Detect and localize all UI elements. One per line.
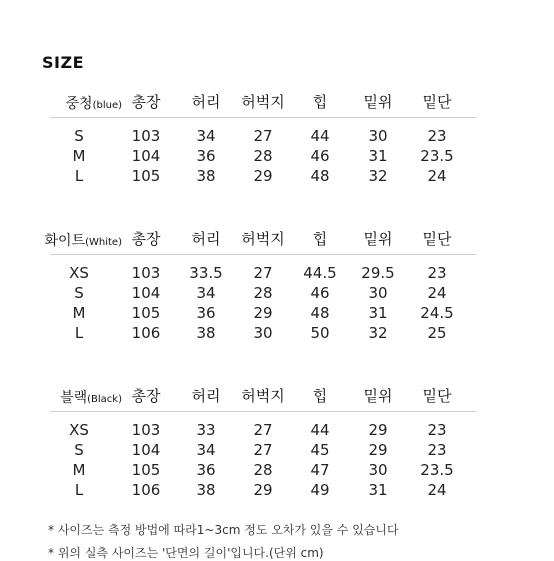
table-row	[0, 421, 554, 441]
color-name: 블랙	[60, 390, 88, 406]
color-name-en: (Black)	[87, 394, 122, 405]
color-label	[45, 230, 122, 250]
column-header: 총장	[131, 387, 161, 405]
column-header: 밑단	[422, 230, 452, 248]
table-cell: 38	[196, 167, 216, 185]
table-header	[0, 383, 554, 407]
table-row	[0, 481, 554, 501]
table-cell: 23.5	[420, 147, 454, 165]
table-cell: 27	[253, 421, 273, 439]
column-header: 밑위	[363, 93, 393, 111]
color-name: 화이트	[44, 233, 86, 249]
size-label: M	[72, 147, 86, 165]
color-label	[66, 93, 122, 113]
table-row	[0, 127, 554, 147]
table-cell: 106	[131, 324, 161, 342]
size-title: SIZE	[42, 53, 85, 72]
header-divider	[50, 411, 476, 412]
header-divider	[50, 117, 476, 118]
table-cell: 31	[368, 304, 388, 322]
table-cell: 45	[310, 441, 330, 459]
table-cell: 23	[427, 441, 447, 459]
color-name-en: (blue)	[92, 100, 122, 111]
table-cell: 25	[427, 324, 447, 342]
table-cell: 33	[196, 421, 216, 439]
table-cell: 24	[427, 481, 447, 499]
table-cell: 31	[368, 147, 388, 165]
table-cell: 28	[253, 461, 273, 479]
column-header: 힙	[312, 387, 328, 405]
size-label: XS	[69, 421, 89, 439]
table-cell: 29	[253, 167, 273, 185]
size-label: M	[72, 304, 86, 322]
table-cell: 34	[196, 127, 216, 145]
table-cell: 105	[131, 167, 161, 185]
table-cell: 106	[131, 481, 161, 499]
column-header: 허리	[191, 93, 221, 111]
table-cell: 36	[196, 304, 216, 322]
column-header: 밑위	[363, 387, 393, 405]
column-header: 허리	[191, 230, 221, 248]
table-cell: 46	[310, 284, 330, 302]
note-text: * 사이즈는 측정 방법에 따라1~3cm 정도 오차가 있을 수 있습니다	[48, 523, 399, 537]
table-cell: 38	[196, 481, 216, 499]
table-cell: 33.5	[189, 264, 223, 282]
column-header: 밑단	[422, 387, 452, 405]
table-header	[0, 226, 554, 250]
table-cell: 105	[131, 304, 161, 322]
column-header: 밑단	[422, 93, 452, 111]
table-cell: 29	[368, 421, 388, 439]
table-cell: 48	[310, 304, 330, 322]
size-label: XS	[69, 264, 89, 282]
size-label: L	[74, 324, 84, 342]
table-cell: 24	[427, 284, 447, 302]
table-cell: 104	[131, 441, 161, 459]
table-cell: 31	[368, 481, 388, 499]
color-label	[60, 387, 122, 407]
column-header: 총장	[131, 230, 161, 248]
table-cell: 28	[253, 147, 273, 165]
table-cell: 27	[253, 264, 273, 282]
table-cell: 29.5	[361, 264, 395, 282]
table-cell: 23	[427, 127, 447, 145]
table-cell: 23	[427, 421, 447, 439]
table-cell: 50	[310, 324, 330, 342]
table-cell: 30	[368, 284, 388, 302]
table-cell: 103	[131, 264, 161, 282]
table-cell: 103	[131, 127, 161, 145]
table-row	[0, 264, 554, 284]
table-cell: 32	[368, 167, 388, 185]
size-label: S	[74, 284, 84, 302]
table-row	[0, 147, 554, 167]
table-row	[0, 304, 554, 324]
table-cell: 24	[427, 167, 447, 185]
size-label: L	[74, 481, 84, 499]
color-name: 중청	[65, 96, 93, 112]
size-label: S	[74, 127, 84, 145]
table-cell: 36	[196, 461, 216, 479]
table-cell: 47	[310, 461, 330, 479]
table-cell: 29	[368, 441, 388, 459]
size-label: L	[74, 167, 84, 185]
table-row	[0, 284, 554, 304]
size-label: M	[72, 461, 86, 479]
column-header: 허벅지	[241, 93, 285, 111]
column-header: 밑위	[363, 230, 393, 248]
table-header	[0, 89, 554, 113]
table-cell: 23.5	[420, 461, 454, 479]
header-divider	[50, 254, 476, 255]
table-cell: 29	[253, 304, 273, 322]
table-cell: 104	[131, 147, 161, 165]
table-cell: 104	[131, 284, 161, 302]
table-cell: 34	[196, 441, 216, 459]
size-label: S	[74, 441, 84, 459]
table-cell: 28	[253, 284, 273, 302]
table-cell: 38	[196, 324, 216, 342]
column-header: 허벅지	[241, 230, 285, 248]
column-header: 힙	[312, 93, 328, 111]
table-cell: 23	[427, 264, 447, 282]
table-cell: 32	[368, 324, 388, 342]
table-cell: 49	[310, 481, 330, 499]
table-row	[0, 441, 554, 461]
table-cell: 27	[253, 127, 273, 145]
table-cell: 30	[368, 461, 388, 479]
table-cell: 44.5	[303, 264, 337, 282]
table-row	[0, 167, 554, 187]
table-cell: 105	[131, 461, 161, 479]
table-cell: 29	[253, 481, 273, 499]
column-header: 허리	[191, 387, 221, 405]
table-cell: 44	[310, 421, 330, 439]
note-text: * 위의 실측 사이즈는 '단면의 길이'입니다.(단위 cm)	[48, 546, 324, 560]
table-cell: 46	[310, 147, 330, 165]
table-cell: 103	[131, 421, 161, 439]
column-header: 힙	[312, 230, 328, 248]
table-cell: 24.5	[420, 304, 454, 322]
table-cell: 44	[310, 127, 330, 145]
color-name-en: (White)	[85, 237, 122, 248]
table-cell: 36	[196, 147, 216, 165]
table-row	[0, 461, 554, 481]
table-cell: 30	[253, 324, 273, 342]
table-cell: 48	[310, 167, 330, 185]
table-row	[0, 324, 554, 344]
column-header: 총장	[131, 93, 161, 111]
column-header: 허벅지	[241, 387, 285, 405]
table-cell: 27	[253, 441, 273, 459]
table-cell: 34	[196, 284, 216, 302]
table-cell: 30	[368, 127, 388, 145]
